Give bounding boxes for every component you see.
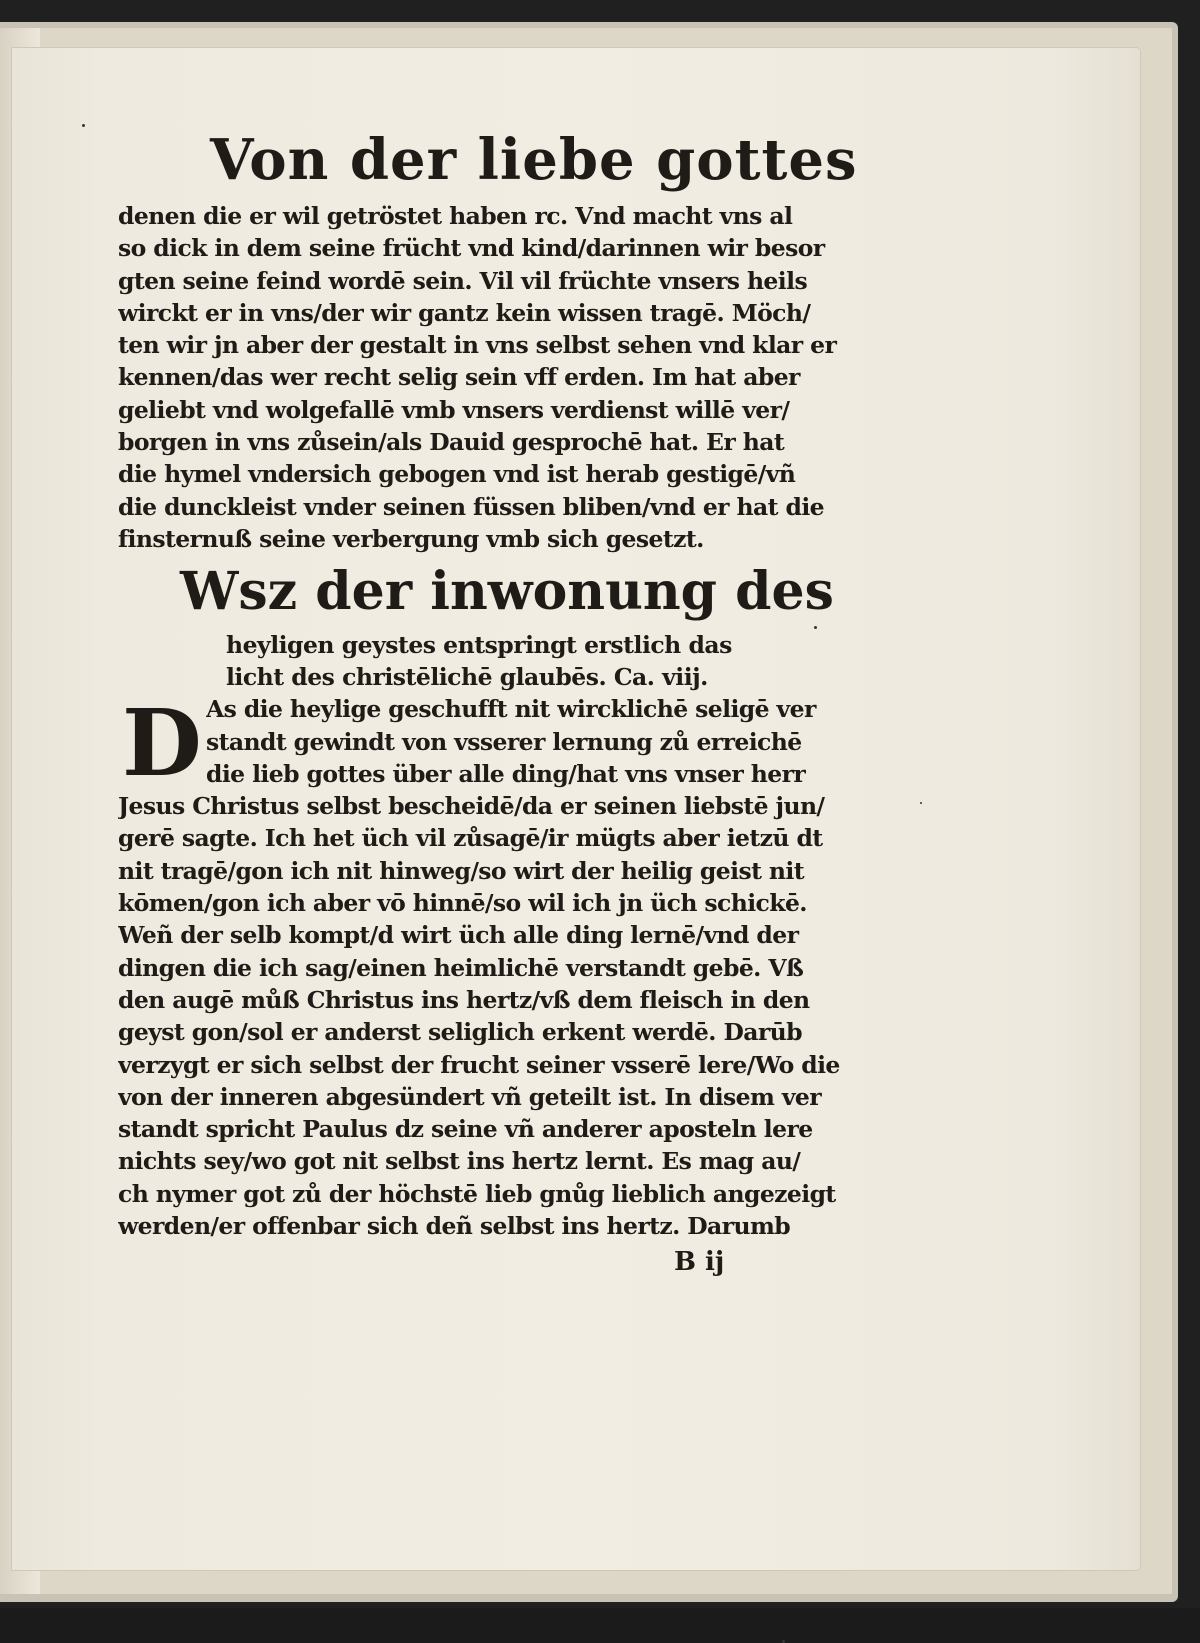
ink-speck bbox=[82, 124, 85, 127]
paragraph-2 bbox=[118, 790, 848, 1242]
text-line: nit tragē/gon ich nit hinweg/so wirt der heilig geist nit bbox=[118, 856, 804, 885]
text-line: ch nymer got zů der höchstē lieb gnůg lieblich angezeigt bbox=[118, 1179, 836, 1208]
text-line: Jesus Christus selbst bescheidē/da er seinen liebstē jun/ bbox=[118, 792, 825, 821]
text-line: wirckt er in vns/der wir gantz kein wissen tragē. Möch/ bbox=[118, 298, 811, 327]
text-line: von der inneren abgesündert vñ geteilt ist. In disem ver bbox=[118, 1082, 822, 1111]
text-line: denen die er wil getröstet haben rc. Vnd macht vns al bbox=[118, 202, 793, 230]
paragraph-1 bbox=[118, 200, 848, 555]
text-line: die lieb gottes über alle ding/hat vns vnser herr bbox=[206, 759, 806, 788]
decorated-initial: D bbox=[122, 689, 202, 798]
ink-speck bbox=[920, 802, 922, 804]
text-line: standt spricht Paulus dz seine vñ anderer aposteln lere bbox=[118, 1115, 813, 1144]
chapter-subheading-line: licht des christēlichē glaubēs. Ca. viij. bbox=[226, 663, 708, 692]
text-line: kennen/das wer recht selig sein vff erden. Im hat aber bbox=[118, 363, 800, 392]
text-line: den augē můß Christus ins hertz/vß dem fleisch in den bbox=[118, 985, 810, 1014]
text-line: standt gewindt von vsserer lernung zů erreichē bbox=[206, 727, 802, 756]
running-head: Von der liebe gottes bbox=[210, 127, 858, 193]
text-line: verzygt er sich selbst der frucht seiner vsserē lere/Wo die bbox=[118, 1050, 840, 1079]
text-line: As die heylige geschufft nit wircklichē seligē ver bbox=[206, 695, 816, 724]
text-line: nichts sey/wo got nit selbst ins hertz lernt. Es mag au/ bbox=[118, 1147, 801, 1176]
text-line: kōmen/gon ich aber vō hinnē/so wil ich jn üch schickē. bbox=[118, 889, 807, 918]
text-line: werden/er offenbar sich deñ selbst ins hertz. Darumb bbox=[118, 1212, 791, 1241]
text-line: so dick in dem seine frücht vnd kind/darinnen wir besor bbox=[118, 234, 825, 263]
text-line: geliebt vnd wolgefallē vmb vnsers verdienst willē ver/ bbox=[118, 395, 790, 424]
text-line: dingen die ich sag/einen heimlichē verstandt gebē. Vß bbox=[118, 953, 804, 982]
text-line: Weñ der selb kompt/d wirt üch alle ding lernē/vnd der bbox=[118, 921, 799, 950]
text-line: finsternuß seine verbergung vmb sich gesetzt. bbox=[118, 524, 704, 553]
text-line: ten wir jn aber der gestalt in vns selbst sehen vnd klar er bbox=[118, 331, 837, 360]
chapter-subheading-line: heyligen geystes entspringt erstlich das bbox=[226, 631, 732, 660]
text-line: geyst gon/sol er anderst seliglich erkent werdē. Darūb bbox=[118, 1018, 802, 1047]
text-line: die dunckleist vnder seinen füssen bliben/vnd er hat die bbox=[118, 492, 824, 521]
text-line: die hymel vndersich gebogen vnd ist herab gestigē/vñ bbox=[118, 460, 796, 489]
signature-mark: B ij bbox=[674, 1247, 725, 1278]
text-line: gerē sagte. Ich het üch vil zůsagē/ir mügts aber ietzū dt bbox=[118, 824, 823, 853]
initial-block bbox=[118, 689, 848, 798]
text-line: gten seine feind wordē sein. Vil vil früchte vnsers heils bbox=[118, 266, 808, 295]
text-block bbox=[118, 120, 858, 1282]
text-line: borgen in vns zůsein/als Dauid gesprochē hat. Er hat bbox=[118, 428, 785, 457]
chapter-heading: Wsz der inwonung des bbox=[180, 561, 834, 623]
